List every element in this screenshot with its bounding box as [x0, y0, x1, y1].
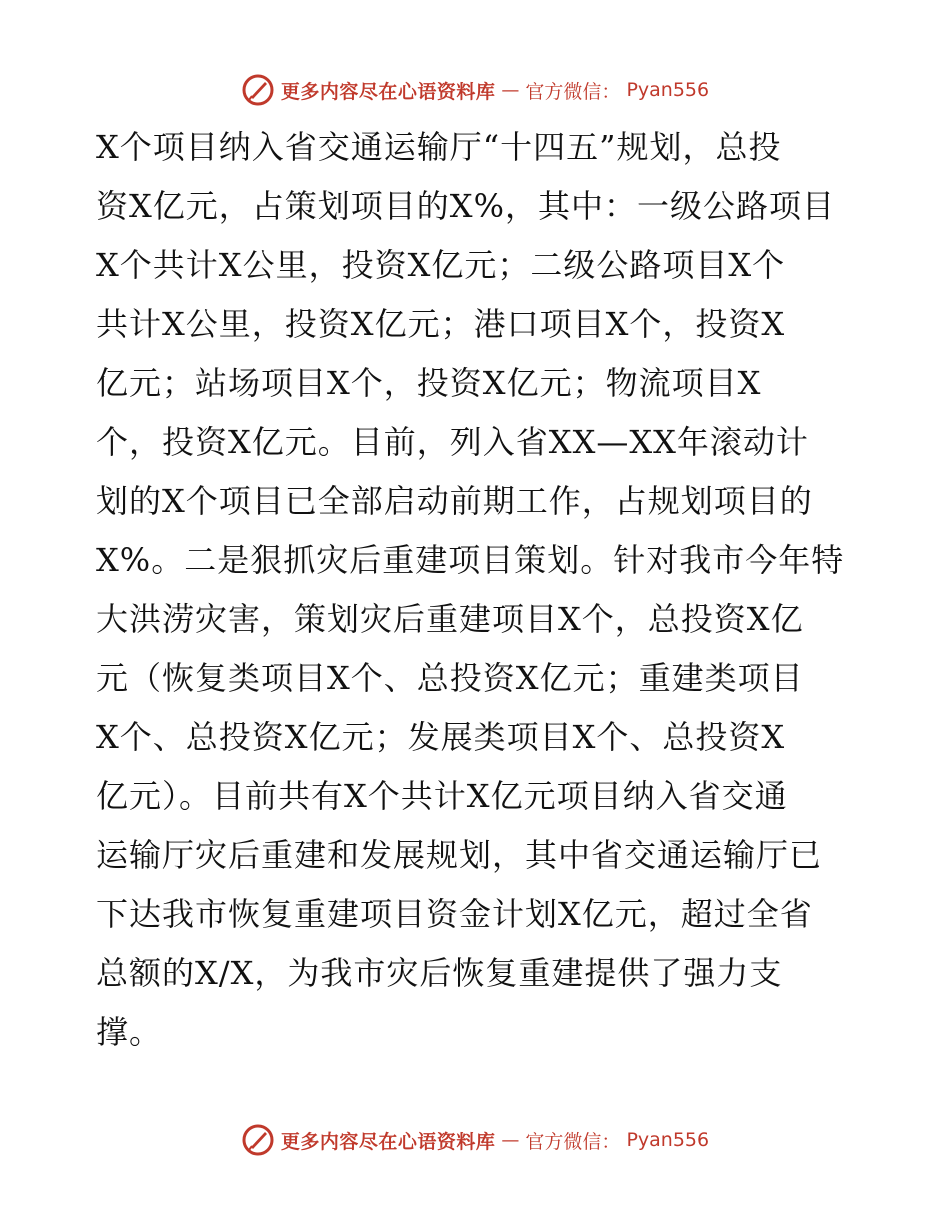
- body-line: 亿元；站场项目X个，投资X亿元；物流项目X: [96, 364, 762, 402]
- watermark-label: 官方微信：: [525, 80, 621, 103]
- watermark-separator: —: [501, 79, 520, 101]
- watermark-wechat-id: Pyan556: [626, 1129, 710, 1151]
- footer-watermark: [0, 1120, 950, 1160]
- body-line: X个、总投资X亿元；发展类项目X个、总投资X: [96, 718, 786, 756]
- document-body: [96, 118, 856, 1062]
- body-line: 共计X公里，投资X亿元；港口项目X个，投资X: [96, 305, 786, 343]
- body-line: 资X亿元，占策划项目的X%，其中：一级公路项目: [96, 187, 835, 225]
- quill-logo-icon: [241, 73, 275, 107]
- header-watermark: [0, 70, 950, 110]
- body-line: 划的X个项目已全部启动前期工作，占规划项目的: [96, 482, 813, 520]
- watermark-main-text: 更多内容尽在心语资料库: [280, 80, 496, 103]
- body-line: 大洪涝灾害，策划灾后重建项目X个，总投资X亿: [96, 600, 804, 638]
- watermark-wechat-id: Pyan556: [626, 79, 710, 101]
- quill-logo-icon: [241, 1123, 275, 1157]
- watermark-label: 官方微信：: [525, 1130, 621, 1153]
- body-line: 运输厅灾后重建和发展规划，其中省交通运输厅已: [96, 836, 823, 874]
- body-line: 个，投资X亿元。目前，列入省XX—XX年滚动计: [96, 423, 809, 461]
- watermark-main-text: 更多内容尽在心语资料库: [280, 1130, 496, 1153]
- body-line: X%。二是狠抓灾后重建项目策划。针对我市今年特: [96, 541, 845, 579]
- body-line: 亿元）。目前共有X个共计X亿元项目纳入省交通: [96, 777, 788, 815]
- body-line: X个共计X公里，投资X亿元；二级公路项目X个: [96, 246, 786, 284]
- body-line: 总额的X/X，为我市灾后恢复重建提供了强力支: [96, 954, 783, 992]
- body-line: 元（恢复类项目X个、总投资X亿元；重建类项目: [96, 659, 804, 697]
- body-line: 撑。: [96, 1013, 163, 1051]
- watermark-separator: —: [501, 1129, 520, 1151]
- body-line: X个项目纳入省交通运输厅“十四五”规划，总投: [96, 128, 782, 166]
- body-line: 下达我市恢复重建项目资金计划X亿元，超过全省: [96, 895, 813, 933]
